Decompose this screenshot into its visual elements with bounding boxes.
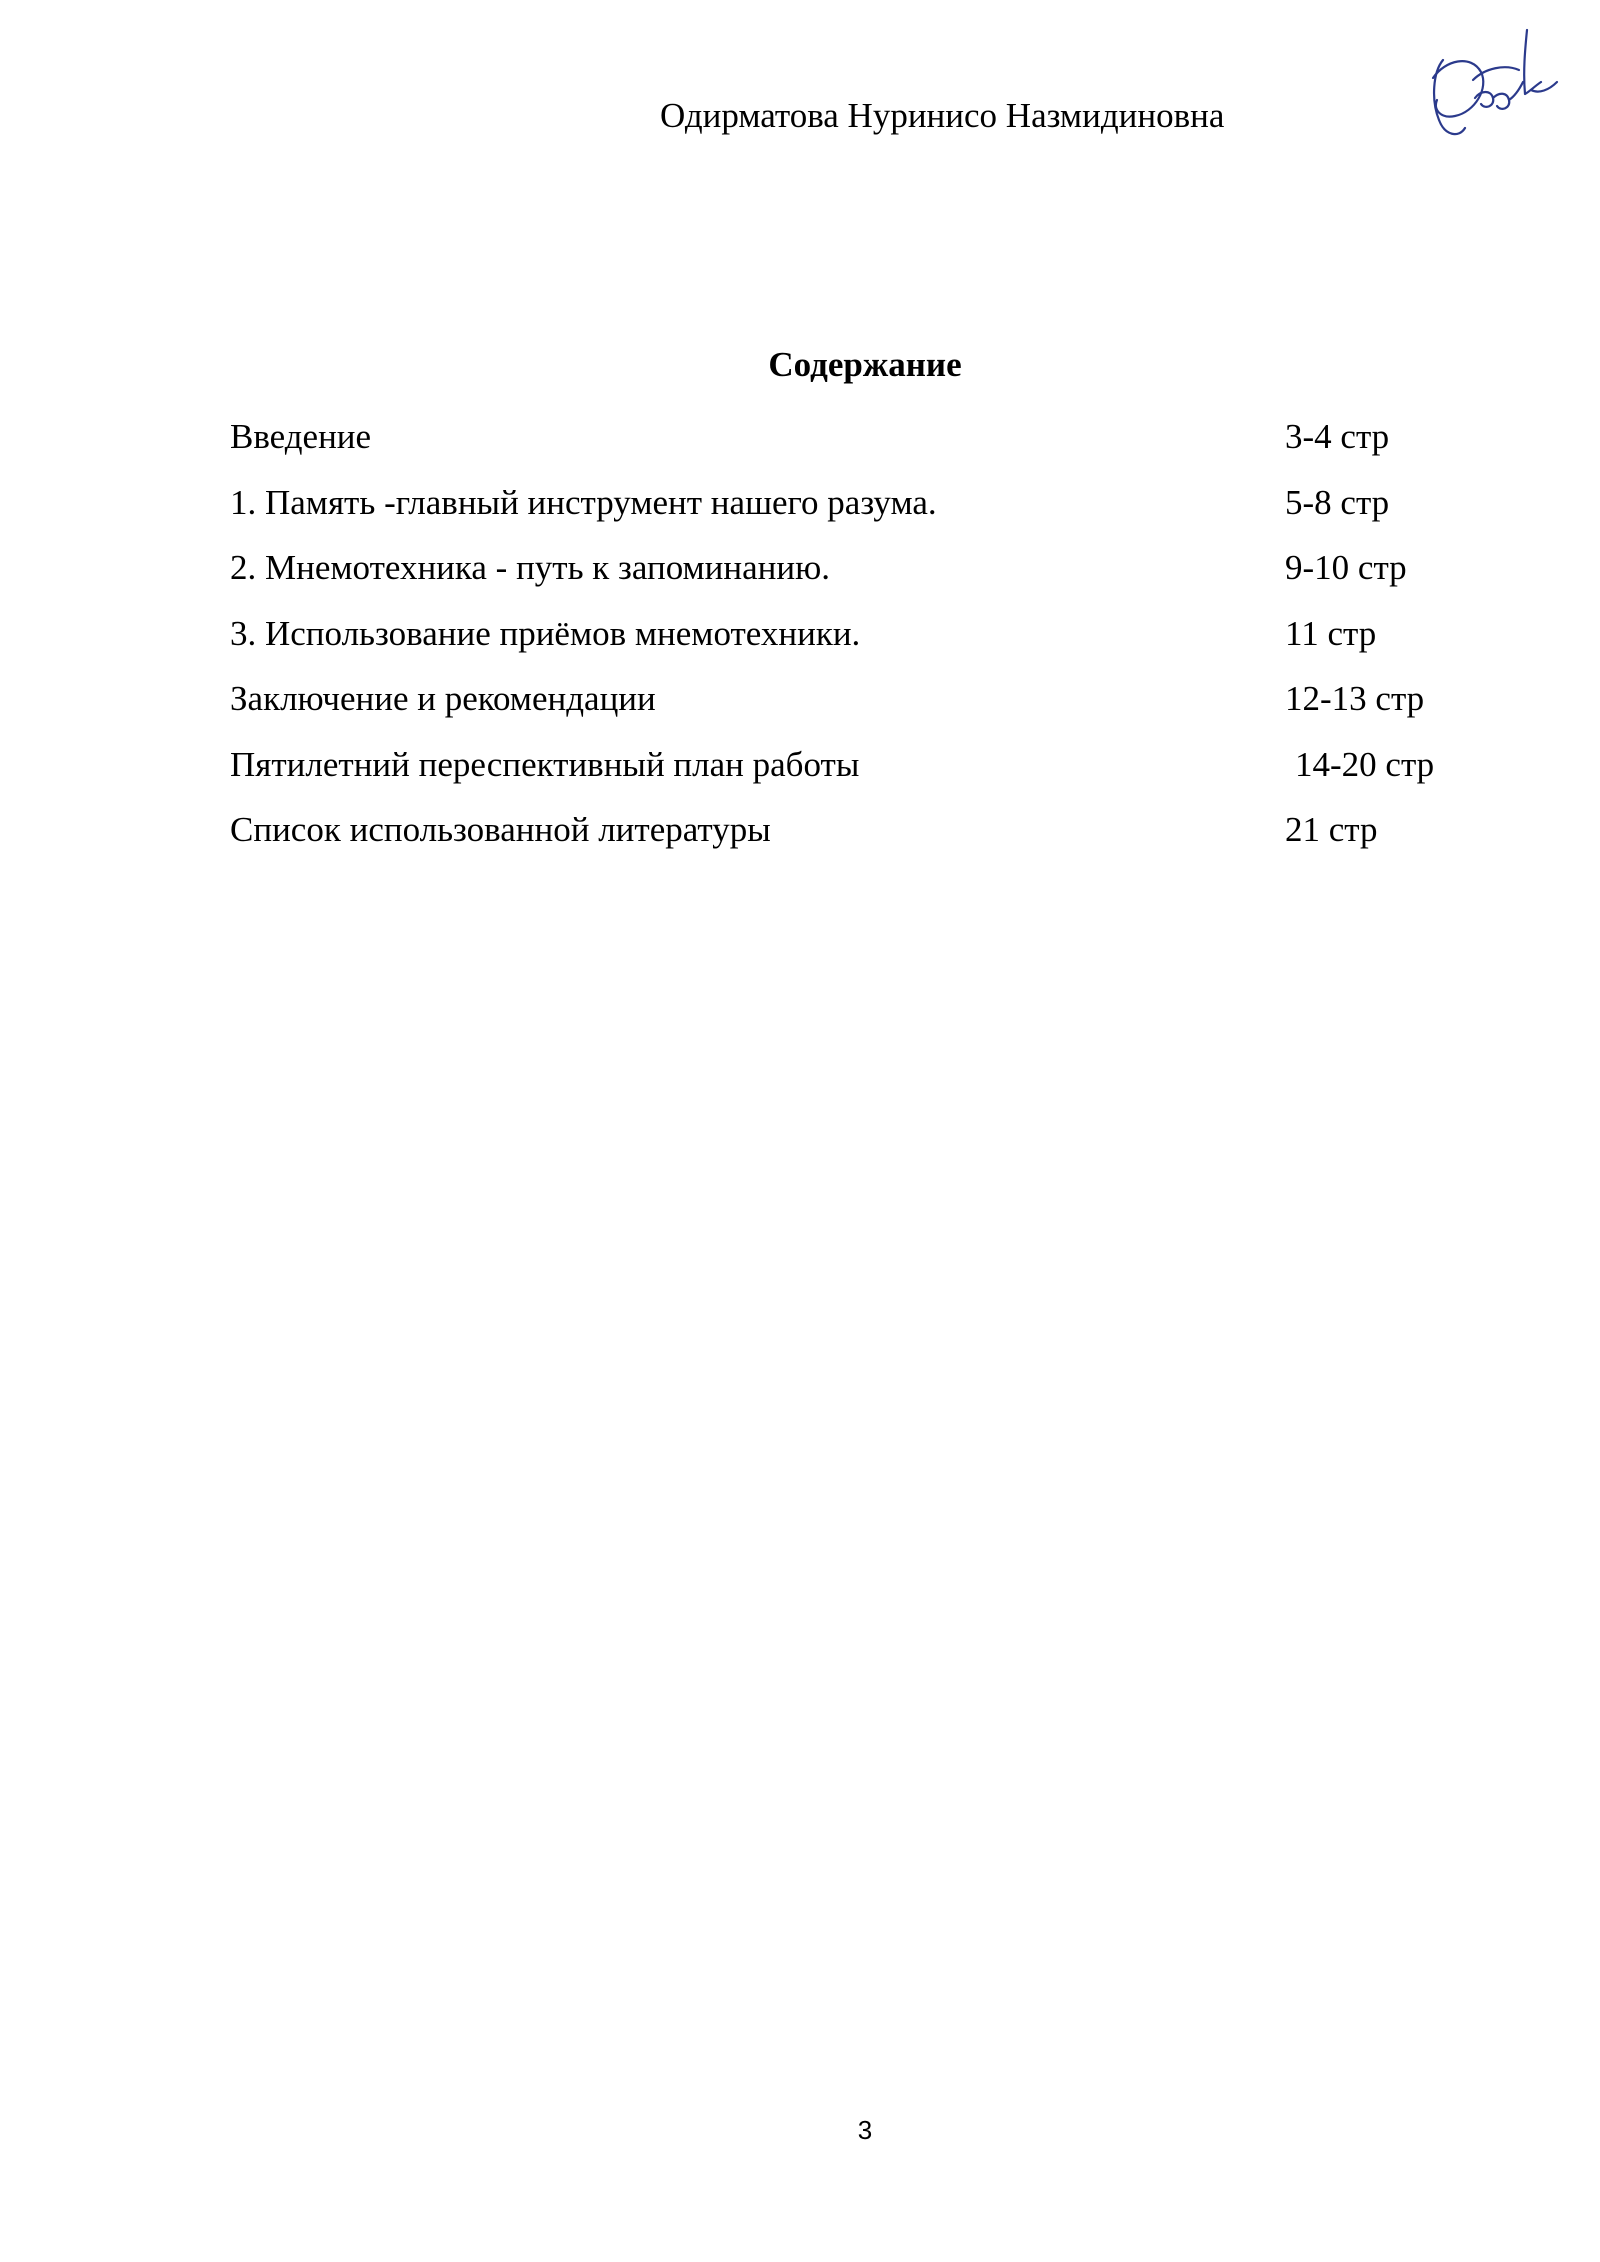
toc-item-label: 2. Мнемотехника - путь к запоминанию. xyxy=(230,548,831,587)
toc-item-pages: 21 стр xyxy=(1285,810,1378,849)
toc-item-introduction xyxy=(230,412,1480,478)
toc-item-label: 1. Память -главный инструмент нашего разума. xyxy=(230,482,937,522)
toc-item-conclusion xyxy=(230,674,1480,740)
toc-item-label: Введение xyxy=(230,417,372,456)
toc-item-label: Список использованной литературы xyxy=(230,810,771,849)
toc-item-pages: 11 стр xyxy=(1285,613,1377,653)
author-name: Одирматова Нуринисо Назмидиновна xyxy=(660,96,1225,135)
page-number: 3 xyxy=(857,2115,873,2145)
toc-title: Содержание xyxy=(768,345,962,384)
toc-item-pages: 3-4 стр xyxy=(1285,417,1390,456)
toc-item-pages: 5-8 стр xyxy=(1285,482,1390,522)
signature-icon xyxy=(1415,20,1560,145)
toc-item-chapter-3 xyxy=(230,609,1480,675)
toc-item-pages: 14-20 стр xyxy=(1295,744,1435,784)
toc-item-label: Заключение и рекомендации xyxy=(230,679,656,718)
toc-item-label: 3. Использование приёмов мнемотехники. xyxy=(230,613,861,653)
toc-item-pages: 9-10 стр xyxy=(1285,548,1407,587)
toc-item-work-plan xyxy=(230,740,1480,806)
toc-item-chapter-2 xyxy=(230,543,1480,609)
table-of-contents xyxy=(230,412,1480,871)
toc-item-bibliography xyxy=(230,805,1480,871)
toc-item-pages: 12-13 стр xyxy=(1285,679,1425,718)
toc-item-label: Пятилетний переспективный план работы xyxy=(230,744,860,784)
toc-item-chapter-1 xyxy=(230,478,1480,544)
